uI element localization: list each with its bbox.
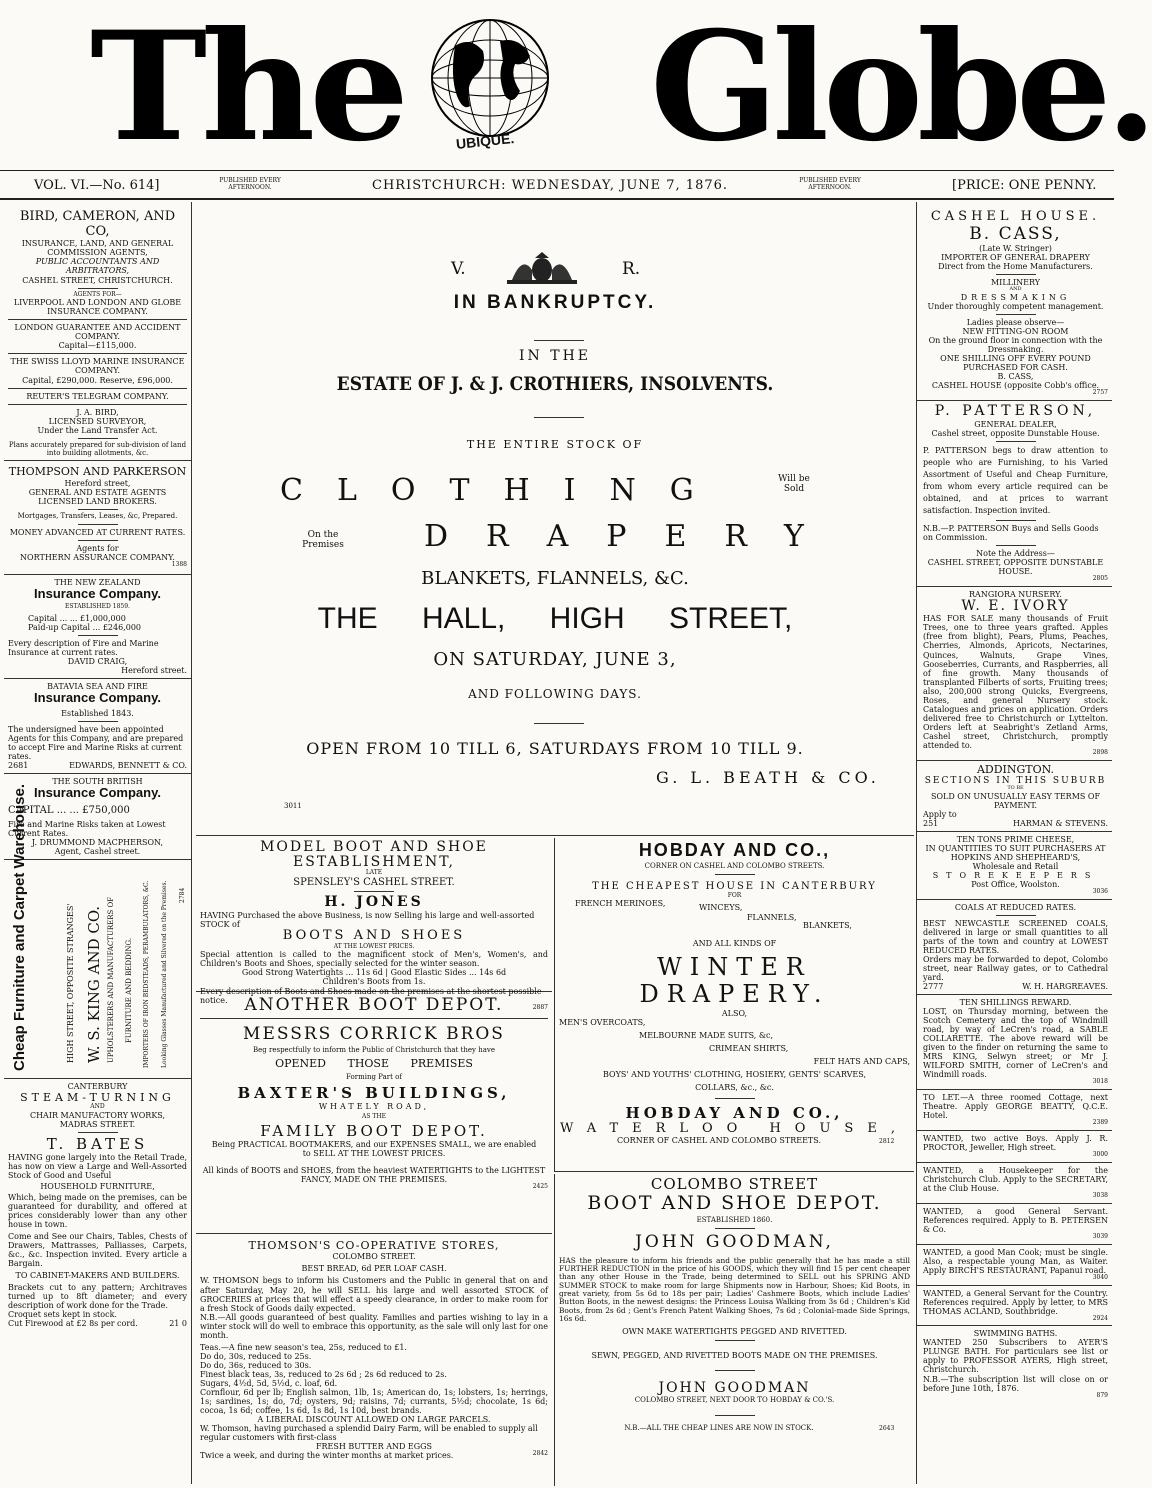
text: Capital—£115,000.	[58, 341, 137, 351]
ad-number: 2757	[1092, 388, 1108, 396]
text: Children's Boots from 1s.	[322, 977, 426, 987]
heading: COLOMBO STREET	[650, 1175, 819, 1193]
text: HOPKINS AND SHEPHEARD'S,	[950, 853, 1081, 863]
text: The undersigned have been appointed Agents for this Company, and are prepared to accept Fire and Marine Risks at current rates.	[8, 725, 184, 762]
text: IN THE	[519, 348, 591, 364]
heading: T. BATES	[46, 1134, 149, 1153]
text: ALSO,	[721, 1008, 748, 1018]
ad-number: 2777	[923, 982, 944, 992]
dateline	[0, 170, 1114, 200]
text: FOR	[727, 891, 742, 899]
text: GENERAL DEALER,	[974, 419, 1057, 429]
ad-number: 2842	[532, 1450, 548, 1458]
text: NEW FITTING-ON ROOM	[962, 326, 1069, 336]
ad-batavia-insurance	[4, 682, 191, 770]
text: FRESH BUTTER AND EGGS	[315, 1442, 433, 1452]
text: FLANNELS,	[747, 913, 797, 923]
text: CHAIR MANUFACTORY WORKS,	[29, 1110, 166, 1120]
text: AND ALL KINDS OF	[692, 939, 777, 949]
text: CANTERBURY	[67, 1082, 128, 1092]
ad-number: 21 0	[169, 1319, 187, 1329]
text: Cornflour, 6d per lb; English salmon, 1lb, 1s; American do, 1s; lobsters, 1s; herrings, 1s; sardines, 1s; do, 7d; oysters, 9d; raisins, 7d; currants, 5½d; chocolate, 1s 6d; cocoa, 1s 6d; coffee, 1s 6d, 1s 8d, 1s 10d, best brands.	[200, 1387, 548, 1415]
text: HAS the pleasure to inform his friends and the public generally that he has made a still FURTHER REDUCTION in the price of his GOODS, which they will find 15 per cent cheaper than any other House in the Trade, being determined to SELL out his SPRING AND SUMMER STOCK to make room for large Shipments now in Harbour, Shoes; Kid Boots, in great variety, from 5s 6d to 18s per pair; Ladies' Cashmere Boots, which include Ladies' Button Boots, in the newest designs: the Princess Louisa Walking from 3s 6d ; Children's Kid Boots, from 2s 6d ; Gent's French Patent Walking Shoes, 7s 6d ; Colonial-made Side Springs, 16s 6d.	[559, 1255, 910, 1324]
heading: OPENED THOSE PREMISES	[275, 1057, 473, 1071]
masthead-title-right: Globe.	[650, 0, 1152, 175]
text: THE NEW ZEALAND	[54, 577, 141, 587]
ad-new-zealand-insurance	[4, 578, 191, 676]
heading: Insurance Company.	[34, 690, 161, 706]
ad-number: 3000	[1092, 1151, 1108, 1159]
ad-number: 3040	[1092, 1273, 1108, 1281]
masthead-motto: UBIQUE.	[455, 129, 515, 153]
text: TO LET.—A three roomed Cottage, next Theatre. Apply GEORGE BEATTY, Q.C.E. Hotel.	[923, 1093, 1108, 1121]
text: Post Office, Woolston.	[971, 880, 1060, 890]
ad-number: 2812	[879, 1138, 895, 1146]
text: AND	[1009, 286, 1022, 293]
text: Apply to	[923, 809, 957, 819]
text: (Late W. Stringer)	[979, 243, 1052, 253]
text: TO BE	[1007, 785, 1024, 792]
text: Will be Sold	[778, 474, 810, 495]
heading: CLOTHING	[280, 473, 728, 508]
text: HAVING gone largely into the Retail Trade, has now on view a Large and Well-Assorted Stock of Good and Useful	[8, 1152, 187, 1180]
text: MILLINERY	[990, 277, 1041, 287]
heading: WATERLOO HOUSE,	[560, 1120, 909, 1136]
heading: ESTATE OF J. & J. CROTHIERS, INSOLVENTS.	[336, 373, 774, 395]
heading: Insurance Company.	[34, 785, 161, 801]
text: CAPITAL ... ... £750,000	[8, 805, 130, 817]
ad-cheese	[917, 835, 1112, 896]
text: N.B.—ALL THE CHEAP LINES ARE NOW IN STOCK.	[624, 1424, 814, 1433]
text: Which, being made on the premises, can be guaranteed for durability, and offered at prices considerably lower than any other house in town.	[8, 1192, 187, 1229]
heading: MESSRS CORRICK BROS	[243, 1024, 505, 1045]
text: COALS AT REDUCED RATES.	[954, 902, 1077, 912]
text: WANTED, two active Boys. Apply J. R. PROCTOR, Jeweller, High street.	[923, 1134, 1108, 1153]
ad-patterson	[917, 404, 1112, 583]
text: THE SWISS LLOYD MARINE INSURANCE COMPANY.	[10, 357, 185, 376]
ad-number: 2681	[8, 761, 29, 771]
royal-crest-icon	[502, 250, 582, 286]
ad-number: 2643	[879, 1425, 895, 1433]
heading: ON SATURDAY, JUNE 3,	[433, 649, 677, 670]
text: Capital, £290,000. Reserve, £96,000.	[22, 375, 173, 385]
heading: W. S. KING AND CO.	[85, 906, 103, 1064]
text: RANGIORA NURSERY.	[969, 589, 1062, 599]
left-column	[4, 202, 192, 1484]
text: THE ENTIRE STOCK OF	[466, 438, 644, 451]
heading: HOBDAY AND CO.,	[638, 840, 831, 860]
text: IMPORTERS OF IRON BEDSTEADS, PERAMBULATORS, &C.	[143, 881, 150, 1069]
text: EDWARDS, BENNETT & CO.	[69, 761, 187, 771]
ad-number: 3011	[284, 802, 302, 810]
text: W. Thomson, having purchased a splendid Dairy Farm, will be enabled to supply all regular customers with first-class	[200, 1423, 538, 1443]
heading: ANOTHER BOOT DEPOT.	[244, 995, 504, 1015]
text: Plans accurately prepared for sub-division of land into building allotments, &c.	[8, 440, 187, 457]
text: OWN MAKE WATERTIGHTS PEGGED AND RIVETTED.	[622, 1327, 847, 1337]
text: PUBLIC ACCOUNTANTS AND ARBITRATORS,	[35, 257, 160, 276]
text: WINCEYS,	[699, 903, 743, 913]
ad-number: 2805	[1092, 574, 1108, 582]
ad-corrick-bros	[196, 994, 552, 1234]
text: MELBOURNE MADE SUITS, &c,	[639, 1030, 773, 1040]
heading: JOHN GOODMAN	[658, 1380, 811, 1397]
ad-wanted-servant	[917, 1207, 1112, 1241]
ad-bates-steam-turning	[4, 1082, 191, 1328]
ad-ivory-nursery	[917, 590, 1112, 757]
text: SWIMMING BATHS.	[973, 1329, 1058, 1339]
text: Good Strong Watertights ... 11s 6d | Good Elastic Sides ... 14s 6d	[241, 968, 507, 978]
text: ESTABLISHED 1860.	[696, 1216, 773, 1225]
ad-number: 879	[1096, 1391, 1108, 1399]
text: SPENSLEY'S CASHEL STREET.	[293, 876, 455, 888]
text: THE CHEAPEST HOUSE IN CANTERBURY	[592, 881, 877, 893]
text: Direct from the Home Manufacturers.	[938, 261, 1093, 271]
publication-note-left: PUBLISHED EVERY AFTERNOON.	[219, 177, 281, 191]
text: Fire and Marine Risks taken at Lowest Current Rates.	[8, 820, 166, 839]
text: ESTABLISHED 1859.	[65, 603, 130, 611]
masthead	[0, 0, 1152, 175]
text: WANTED, a good General Servant. References required. Apply to B. PETERSEN & Co.	[923, 1206, 1108, 1234]
heading: BOOT AND SHOE DEPOT.	[587, 1191, 882, 1214]
text: Capital ... ... £1,000,000	[28, 614, 126, 624]
heading: THOMPSON AND PARKERSON	[8, 465, 187, 479]
ad-bird-cameron	[4, 202, 191, 457]
heading: THOMSON'S CO-OPERATIVE STORES,	[248, 1239, 500, 1252]
text: Forming Part of	[346, 1072, 402, 1081]
place-date: CHRISTCHURCH: WEDNESDAY, JUNE 7, 1876.	[372, 178, 729, 193]
text: HAS FOR SALE many thousands of Fruit Trees, one to three years grafted. Apples (free from blight), Pears, Plums, Peaches, Cherries, Almonds, Apricots, Nectarines, Quinces, Walnuts, Grape Vines, Gooseberries, Currants, and Raspberries, all of fine growth. Many thousands of transplanted Filberts of sorts, Fruiting trees; also, 200,000 strong Quicks, Evergreens, Roses, and general Nursery stock. Catalogues and prices on application. Orders delivered free to Christchurch or Lyttelton. Orders left at Seabright's Zetland Arms, Cashel street, Christchurch, promptly attended to.	[923, 614, 1108, 750]
ad-bankruptcy-sale	[196, 202, 914, 836]
text: Established 1843.	[61, 709, 134, 719]
heading: H. JONES	[324, 894, 424, 911]
text: Being PRACTICAL BOOTMAKERS, and our EXPENSES SMALL, we are enabled to SELL AT THE LOWEST PRICES.	[211, 1140, 537, 1159]
text: ONE SHILLING OFF EVERY POUND PURCHASED FOR CASH.	[940, 353, 1091, 372]
heading: WINTER DRAPERY.	[639, 953, 830, 1009]
text: CORNER OF CASHEL AND COLOMBO STREETS.	[616, 1136, 821, 1146]
text: NORTHERN ASSURANCE COMPANY.	[20, 552, 175, 562]
ad-wanted-cook	[917, 1248, 1112, 1282]
heading: MODEL BOOT AND SHOE ESTABLISHMENT,	[260, 839, 488, 870]
ad-coals	[917, 903, 1112, 991]
text: CRIMEAN SHIRTS,	[709, 1043, 789, 1053]
heading: DRAPERY	[424, 519, 842, 554]
text: Agents for	[76, 543, 119, 553]
heading: W. E. IVORY	[961, 597, 1070, 614]
right-column	[916, 202, 1112, 1484]
text: Cashel street, opposite Dunstable House.	[931, 428, 1100, 438]
text: Note the Address—	[976, 548, 1055, 558]
ad-addington	[917, 764, 1112, 828]
text: FELT HATS AND CAPS,	[813, 1056, 910, 1066]
text: SECTIONS IN THIS SUBURB	[924, 776, 1107, 787]
text: SOLD ON UNUSUALLY EASY TERMS OF PAYMENT.	[930, 791, 1101, 810]
text: HIGH STREET, OPPOSITE STRANGES'	[66, 903, 75, 1064]
text: COLLARS, &c., &c.	[695, 1082, 774, 1092]
text: COLOMBO STREET.	[332, 1252, 416, 1262]
text: COLOMBO STREET, NEXT DOOR TO HOBDAY & CO.'S.	[634, 1396, 835, 1405]
text: CASHEL STREET, CHRISTCHURCH.	[22, 275, 173, 285]
text: WANTED, a good Man Cook; must be single. Also, a respectable young Man, as Waiter. Apply BIRCH'S RESTAURANT, Papanui road.	[923, 1247, 1108, 1275]
text: WANTED 250 Subscribers to AYER'S PLUNGE BATH. For particulars see list or apply to PROFESSOR AYERS, High street, Christchurch.	[923, 1338, 1108, 1375]
text: DAVID CRAIG,	[67, 657, 128, 667]
text: R.	[622, 259, 641, 279]
text: J. DRUMMOND MACPHERSON,	[31, 838, 164, 848]
text: J. A. BIRD,	[76, 407, 119, 417]
ad-number: 2924	[1092, 1314, 1108, 1322]
text: FURNITURE AND BEDDING.	[125, 938, 133, 1044]
ad-number: 2784	[179, 888, 186, 904]
text: Ladies please observe—	[966, 317, 1065, 327]
heading: OPEN FROM 10 TILL 6, SATURDAYS FROM 10 TILL 9.	[306, 739, 804, 758]
text: W. THOMSON begs to inform his Customers and the Public in general that on and after Saturday, May 20, he will SELL his large and well assorted STOCK of GROCERIES at prices that will effect a speedy clearance, in order to make room for a fresh Stock of Goods daily expected.	[200, 1276, 548, 1313]
ad-south-british-insurance	[4, 777, 191, 856]
text: Hereford street.	[121, 666, 187, 676]
heading: FAMILY BOOT DEPOT.	[260, 1122, 488, 1141]
text: Cut Firewood at £2 8s per cord.	[8, 1319, 138, 1329]
text: BATAVIA SEA AND FIRE	[47, 682, 148, 692]
ad-number: 1388	[171, 561, 187, 568]
text: Do do, 30s, reduced to 25s.	[200, 1351, 312, 1361]
text: TEN TONS PRIME CHEESE,	[956, 834, 1075, 844]
heading: BIRD, CAMERON, AND CO,	[19, 209, 176, 239]
masthead-title-left: The	[90, 0, 404, 175]
text: INSURANCE, LAND, AND GENERAL COMMISSION AGENTS,	[21, 239, 174, 258]
text: Looking Glasses Manufactured and Silvered on the Premises.	[161, 881, 168, 1069]
ad-number: 3036	[1092, 888, 1108, 896]
heading: Insurance Company.	[34, 585, 161, 601]
text: AGENTS FOR—	[73, 290, 122, 298]
text: STOREKEEPERS	[932, 871, 1099, 881]
text: REUTER'S TELEGRAM COMPANY.	[26, 391, 169, 401]
ad-reward	[917, 998, 1112, 1086]
text: LONDON GUARANTEE AND ACCIDENT COMPANY.	[14, 323, 181, 342]
ad-wanted-country-servant	[917, 1289, 1112, 1323]
text: Under thoroughly competent management.	[927, 301, 1104, 311]
text: All kinds of BOOTS and SHOES, from the heaviest WATERTIGHTS to the LIGHTEST FANCY, MADE ON THE PREMISES.	[202, 1166, 546, 1185]
ad-swimming-baths	[917, 1329, 1112, 1399]
price: [PRICE: ONE PENNY.	[952, 178, 1097, 193]
text: AND	[90, 1102, 105, 1110]
text: Come and See our Chairs, Tables, Chests of Drawers, Mattrasses, Palliasses, Carpets, &c., &c. Inspection invited. Every article a Bargain.	[8, 1231, 187, 1269]
heading: HOBDAY AND CO.,	[625, 1103, 844, 1122]
volume: VOL. VI.—No. 614]	[34, 178, 160, 193]
text: Agent, Cashel street.	[54, 847, 141, 857]
text: N.B.—The subscription list will close on or before June 10th, 1876.	[923, 1374, 1108, 1393]
ad-number: 2898	[1092, 748, 1108, 756]
text: SEWN, PEGGED, AND RIVETTED BOOTS MADE ON THE PREMISES.	[591, 1351, 878, 1361]
text: IN QUANTITIES TO SUIT PURCHASERS AT	[925, 843, 1106, 853]
ad-number: 2425	[532, 1183, 548, 1191]
heading: IN BANKRUPTCY.	[453, 292, 657, 313]
text: P. PATTERSON begs to draw attention to people who are Furnishing, to his Varied Assortment of Useful and Cheap Furniture, from whom every article required can be obtained, and at prices to warrant satisfaction. Inspection invited.	[923, 445, 1108, 515]
text: N.B.—All goods guaranteed of best quality. Families and parties wishing to lay in a winter stock will do well to embrace this opportunity, as the sale will only last for one month.	[200, 1312, 548, 1340]
text: DRESSMAKING	[960, 292, 1071, 302]
heading: B. CASS,	[969, 223, 1062, 244]
text: WANTED, a Housekeeper for the Christchurch Club. Apply to the SECRETARY, at the Club House.	[923, 1165, 1108, 1193]
text: CASHEL STREET, OPPOSITE DUNSTABLE HOUSE.	[927, 557, 1104, 576]
text: Croquet sets kept in stock.	[8, 1310, 117, 1320]
heading: JOHN GOODMAN,	[635, 1232, 834, 1253]
ad-thompson-parkerson	[4, 464, 191, 570]
text: MONEY ADVANCED AT CURRENT RATES.	[9, 527, 186, 537]
text: AT THE LOWEST PRICES.	[333, 942, 415, 950]
text: BLANKETS,	[803, 921, 852, 931]
ad-hobday	[554, 838, 914, 1172]
text: Twice a week, and during the winter months at market prices.	[200, 1451, 454, 1461]
ad-number: 3018	[1092, 1078, 1108, 1086]
text: CASHEL HOUSE (opposite Cobb's office.	[931, 380, 1100, 390]
publication-note-right: PUBLISHED EVERY AFTERNOON.	[799, 177, 861, 191]
heading: P. PATTERSON,	[934, 402, 1097, 419]
ad-number: 3038	[1092, 1192, 1108, 1200]
text: Orders may be forwarded to depot, Colombo street, near Railway gates, or to Cathedral yard.	[923, 955, 1108, 983]
heading: BOOTS AND SHOES	[282, 927, 466, 943]
ad-thomson-stores	[196, 1238, 552, 1486]
text: Every description of Fire and Marine Insurance at current rates.	[8, 639, 159, 658]
text: G. L. BEATH & CO.	[656, 768, 880, 787]
ad-number: 2389	[1092, 1119, 1108, 1127]
text: LICENSED SURVEYOR,	[48, 416, 147, 426]
ad-number: 3039	[1092, 1232, 1108, 1240]
text: Sugars, 4½d, 5d, 5½d, c. loaf, 6d.	[200, 1378, 338, 1388]
text: Teas.—A fine new season's tea, 25s, reduced to £1.	[200, 1342, 407, 1352]
heading: STEAM-TURNING	[20, 1090, 175, 1104]
text: A LIBERAL DISCOUNT ALLOWED ON LARGE PARCELS.	[257, 1414, 491, 1424]
heading: ADDINGTON.	[976, 762, 1055, 776]
text: Beg respectfully to inform the Public of Christchurch that they have	[253, 1046, 495, 1055]
text: N.B.—P. PATTERSON Buys and Sells Goods on Commission.	[923, 523, 1099, 542]
text: Wholesale and Retail	[972, 862, 1059, 872]
text: AND FOLLOWING DAYS.	[468, 687, 642, 701]
text: LOST, on Thursday morning, between the Scotch Cemetery and the top of Windmill road, by way of LeCren's road, a SABLE COLLARETTE. The above reward will be given to the finder on returning the same to MRS KING, Selwyn street; or Mr J. WILFORD SMITH, corner of LeCren's and Windmill roads.	[923, 1007, 1108, 1080]
heading: BAXTER'S BUILDINGS,	[237, 1083, 511, 1102]
text: MEN'S OVERCOATS,	[559, 1017, 646, 1027]
text: Do do, 36s, reduced to 30s.	[200, 1360, 312, 1370]
text: On the Premises	[302, 530, 344, 551]
text: B. CASS,	[997, 371, 1034, 381]
heading: THE HALL, HIGH STREET,	[317, 602, 793, 635]
text: WHATELY ROAD,	[318, 1101, 430, 1111]
text: HARMAN & STEVENS.	[1013, 818, 1108, 828]
text: V.	[451, 259, 466, 279]
text: Brackets cut to any pattern; Architraves turned up to 8ft diameter; and every description of work done for the Trade.	[8, 1283, 187, 1311]
text: TEN SHILLINGS REWARD.	[959, 998, 1072, 1008]
text: Paid-up Capital ... £246,000	[28, 623, 141, 633]
text: Mortgages, Transfers, Leases, &c, Prepared.	[17, 512, 178, 520]
text: LATE	[365, 869, 383, 876]
text: TO CABINET-MAKERS AND BUILDERS.	[15, 1271, 180, 1281]
text: BEST BREAD, 6d PER LOAF CASH.	[301, 1264, 447, 1274]
ad-goodman	[554, 1174, 914, 1486]
text: Every description of Boots and Shoes made on the premises at the shortest possible notice.	[200, 986, 542, 1005]
text: LICENSED LAND BROKERS.	[38, 496, 157, 506]
text: W. H. HARGREAVES.	[1022, 982, 1108, 992]
text: UPHOLSTERERS AND MANUFACTURERS OF	[107, 897, 115, 1064]
heading: Cheap Furniture and Carpet Warehouse.	[11, 784, 28, 1072]
ad-to-let	[917, 1093, 1112, 1127]
text: HAVING Purchased the above Business, is now Selling his large and well-assorted STOCK of	[200, 910, 535, 929]
text: Hereford street,	[64, 478, 131, 488]
text: CORNER ON CASHEL AND COLOMBO STREETS.	[644, 862, 825, 871]
text: THE SOUTH BRITISH	[52, 777, 143, 787]
ad-number: 251	[923, 818, 939, 828]
ad-wanted-housekeeper	[917, 1166, 1112, 1200]
ad-wanted-boys	[917, 1134, 1112, 1159]
text: BEST NEWCASTLE SCREENED COALS, delivered in large or small quantities to all parts of the town and country at LOWEST REDUCED RATES.	[923, 918, 1108, 956]
text: Special attention is called to the magnificent stock of Men's, Women's, and Children's Boots and Shoes, specially selected for the winter season.	[200, 950, 548, 969]
text: IMPORTER OF GENERAL DRAPERY	[941, 252, 1090, 262]
text: HOUSEHOLD FURNITURE,	[40, 1181, 155, 1191]
text: MADRAS STREET.	[59, 1119, 136, 1129]
heading: BLANKETS, FLANNELS, &C.	[421, 568, 689, 589]
text: LIVERPOOL AND LONDON AND GLOBE INSURANCE COMPANY.	[13, 298, 182, 317]
text: BOYS' AND YOUTHS' CLOTHING, HOSIERY, GENTS' SCARVES,	[603, 1069, 866, 1079]
text: Finest black teas, 3s, reduced to 2s 6d ; 2s 6d reduced to 2s.	[200, 1369, 447, 1379]
text: FRENCH MERINOES,	[575, 899, 666, 909]
text: AS THE	[362, 1112, 386, 1120]
text: GENERAL AND ESTATE AGENTS	[28, 487, 167, 497]
ad-number: 2887	[532, 1003, 548, 1011]
ad-cashel-house	[917, 202, 1112, 397]
heading: CASHEL HOUSE.	[930, 209, 1101, 224]
text: WANTED, a General Servant for the Country. References required. Apply by letter, to MRS THOMAS ACLAND, Southbridge.	[923, 1288, 1108, 1316]
text: On the ground floor in connection with the Dressmaking.	[928, 335, 1103, 354]
text: Under the Land Transfer Act.	[37, 425, 158, 435]
